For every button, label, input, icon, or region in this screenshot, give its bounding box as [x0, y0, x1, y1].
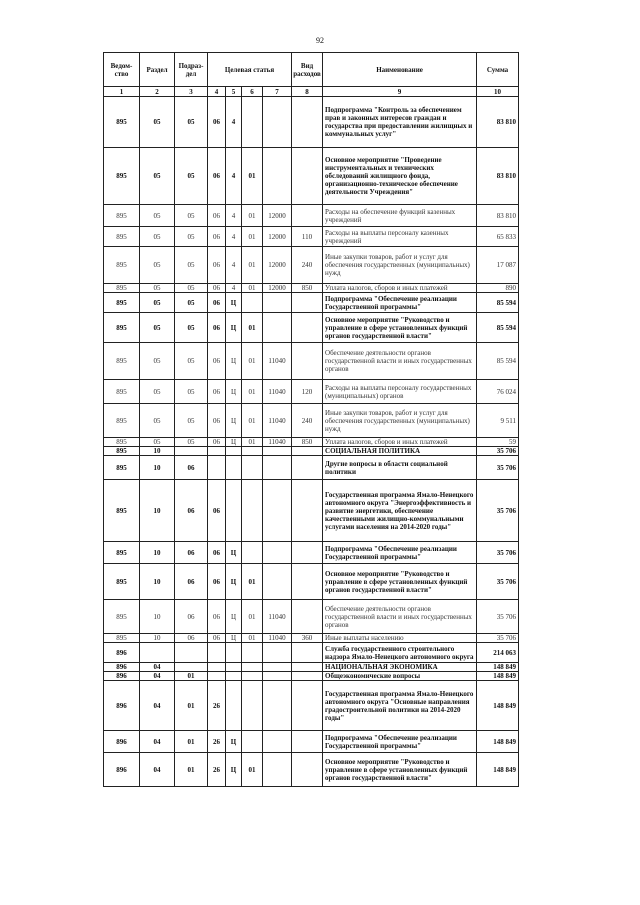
cell-razdel: 10: [140, 600, 175, 634]
cell-target-1: 06: [208, 438, 226, 447]
cell-target-4: 12000: [263, 205, 292, 227]
cell-razdel: [140, 643, 175, 663]
cell-vid: [292, 456, 323, 480]
table-row: [104, 753, 519, 787]
cell-name: Основное мероприятие "Руководство и управление в сфере установленных функций органов государственной власти": [323, 753, 477, 787]
cell-target-2: [226, 480, 242, 542]
cell-ved: 895: [104, 564, 140, 600]
cell-name: НАЦИОНАЛЬНАЯ ЭКОНОМИКА: [323, 663, 477, 672]
cell-vid: [292, 293, 323, 313]
cell-target-2: Ц: [226, 404, 242, 438]
cell-name: Расходы на выплаты персоналу казенных учреждений: [323, 227, 477, 247]
cell-vid: 850: [292, 284, 323, 293]
cell-ved: 895: [104, 227, 140, 247]
table-row: [104, 313, 519, 343]
cell-target-4: 12000: [263, 284, 292, 293]
cell-sum: 76 024: [477, 380, 519, 404]
cell-sum: 148 849: [477, 731, 519, 753]
cell-ved: 895: [104, 293, 140, 313]
cell-podrazdel: 05: [175, 438, 208, 447]
cell-vid: [292, 480, 323, 542]
table-row: [104, 205, 519, 227]
cell-podrazdel: 06: [175, 564, 208, 600]
cell-name: Другие вопросы в области социальной политики: [323, 456, 477, 480]
cell-ved: 896: [104, 643, 140, 663]
column-number: 3: [175, 87, 208, 97]
budget-table-body: [104, 97, 519, 787]
table-row: [104, 380, 519, 404]
cell-razdel: 10: [140, 542, 175, 564]
cell-ved: 895: [104, 542, 140, 564]
cell-target-4: 11040: [263, 404, 292, 438]
cell-target-1: 06: [208, 148, 226, 205]
cell-sum: 9 511: [477, 404, 519, 438]
cell-target-1: 06: [208, 380, 226, 404]
cell-vid: [292, 681, 323, 731]
cell-target-1: [208, 643, 226, 663]
cell-name: Расходы на обеспечение функций казенных учреждений: [323, 205, 477, 227]
cell-podrazdel: 01: [175, 731, 208, 753]
cell-razdel: 10: [140, 456, 175, 480]
cell-podrazdel: 05: [175, 284, 208, 293]
cell-target-3: 01: [242, 564, 263, 600]
cell-target-1: 06: [208, 343, 226, 380]
table-row: [104, 672, 519, 681]
cell-target-2: Ц: [226, 343, 242, 380]
cell-ved: 895: [104, 247, 140, 284]
cell-target-1: 06: [208, 600, 226, 634]
cell-razdel: 05: [140, 148, 175, 205]
cell-target-1: 06: [208, 247, 226, 284]
cell-name: Подпрограмма "Обеспечение реализации Государственной программы": [323, 542, 477, 564]
cell-razdel: 05: [140, 284, 175, 293]
cell-target-3: [242, 672, 263, 681]
cell-target-3: 01: [242, 634, 263, 643]
cell-target-3: 01: [242, 600, 263, 634]
cell-podrazdel: 05: [175, 205, 208, 227]
cell-target-3: 01: [242, 343, 263, 380]
cell-podrazdel: [175, 663, 208, 672]
cell-name: Государственная программа Ямало-Ненецкого автономного округа "Энергоэффективность и развитие энергетики, обеспечение качественными жилищно-коммунальными услугами населения на 2014-2020 годы": [323, 480, 477, 542]
cell-target-1: 26: [208, 753, 226, 787]
column-number: 7: [263, 87, 292, 97]
cell-vid: [292, 731, 323, 753]
cell-target-4: [263, 456, 292, 480]
cell-sum: 890: [477, 284, 519, 293]
table-row: [104, 600, 519, 634]
cell-target-1: 06: [208, 205, 226, 227]
cell-target-4: 11040: [263, 600, 292, 634]
cell-target-1: 06: [208, 284, 226, 293]
cell-name: Государственная программа Ямало-Ненецкого автономного округа "Основные направления градостроительной политики на 2014-2020 годы": [323, 681, 477, 731]
cell-ved: 895: [104, 343, 140, 380]
cell-vid: 850: [292, 438, 323, 447]
cell-target-1: 06: [208, 97, 226, 148]
cell-target-4: [263, 672, 292, 681]
cell-vid: [292, 672, 323, 681]
cell-target-2: Ц: [226, 731, 242, 753]
cell-target-2: 4: [226, 97, 242, 148]
cell-target-2: [226, 663, 242, 672]
cell-target-3: [242, 643, 263, 663]
cell-target-4: [263, 643, 292, 663]
cell-target-3: [242, 542, 263, 564]
cell-razdel: 05: [140, 343, 175, 380]
cell-name: Подпрограмма "Контроль за обеспечением прав и законных интересов граждан и государства при предоставлении жилищных и коммунальных услуг": [323, 97, 477, 148]
cell-ved: 895: [104, 480, 140, 542]
cell-sum: 85 594: [477, 313, 519, 343]
cell-target-2: 4: [226, 148, 242, 205]
cell-target-4: [263, 480, 292, 542]
column-number: 8: [292, 87, 323, 97]
cell-target-2: Ц: [226, 380, 242, 404]
cell-target-3: 01: [242, 313, 263, 343]
cell-target-4: [263, 663, 292, 672]
cell-ved: 896: [104, 663, 140, 672]
table-row: [104, 643, 519, 663]
cell-vid: [292, 148, 323, 205]
cell-podrazdel: 05: [175, 227, 208, 247]
cell-target-3: [242, 456, 263, 480]
cell-target-3: 01: [242, 404, 263, 438]
cell-ved: 895: [104, 600, 140, 634]
cell-ved: 895: [104, 97, 140, 148]
cell-target-1: 26: [208, 681, 226, 731]
header-ved: Ведом-ство: [104, 53, 140, 87]
cell-vid: [292, 663, 323, 672]
table-row: [104, 564, 519, 600]
table-row: [104, 247, 519, 284]
cell-razdel: 10: [140, 447, 175, 456]
header-row: [104, 53, 519, 87]
cell-target-1: 06: [208, 227, 226, 247]
cell-sum: 83 810: [477, 148, 519, 205]
cell-target-3: [242, 663, 263, 672]
cell-name: Основное мероприятие "Проведение инструментальных и технических обследований жилищного фонда, организационно-техническое обеспечение деятельности Учреждения": [323, 148, 477, 205]
cell-podrazdel: [175, 447, 208, 456]
cell-target-3: [242, 480, 263, 542]
cell-vid: 120: [292, 380, 323, 404]
cell-vid: [292, 313, 323, 343]
cell-podrazdel: 05: [175, 343, 208, 380]
cell-sum: 85 594: [477, 343, 519, 380]
cell-sum: 148 849: [477, 681, 519, 731]
column-number: 9: [323, 87, 477, 97]
cell-podrazdel: 01: [175, 681, 208, 731]
cell-podrazdel: 06: [175, 634, 208, 643]
cell-target-1: 06: [208, 404, 226, 438]
table-row: [104, 148, 519, 205]
cell-target-4: 11040: [263, 438, 292, 447]
cell-podrazdel: 01: [175, 672, 208, 681]
cell-vid: [292, 564, 323, 600]
cell-sum: 83 810: [477, 97, 519, 148]
cell-name: Уплата налогов, сборов и иных платежей: [323, 284, 477, 293]
cell-target-3: 01: [242, 205, 263, 227]
cell-target-4: 12000: [263, 227, 292, 247]
cell-podrazdel: 05: [175, 97, 208, 148]
cell-name: Подпрограмма "Обеспечение реализации Государственной программы": [323, 731, 477, 753]
cell-ved: 895: [104, 148, 140, 205]
cell-sum: 148 849: [477, 672, 519, 681]
table-row: [104, 542, 519, 564]
cell-sum: 148 849: [477, 753, 519, 787]
cell-vid: [292, 600, 323, 634]
cell-target-2: [226, 456, 242, 480]
cell-target-2: Ц: [226, 564, 242, 600]
cell-target-4: [263, 313, 292, 343]
cell-ved: 895: [104, 284, 140, 293]
cell-target-4: 11040: [263, 634, 292, 643]
cell-ved: 895: [104, 380, 140, 404]
cell-target-2: [226, 447, 242, 456]
cell-razdel: 10: [140, 480, 175, 542]
table-row: [104, 284, 519, 293]
cell-razdel: 05: [140, 247, 175, 284]
cell-target-2: Ц: [226, 634, 242, 643]
cell-target-4: [263, 681, 292, 731]
budget-table: [103, 52, 519, 787]
cell-target-3: [242, 731, 263, 753]
cell-vid: [292, 542, 323, 564]
cell-ved: 896: [104, 681, 140, 731]
cell-podrazdel: 05: [175, 380, 208, 404]
cell-target-3: [242, 97, 263, 148]
page-number: 92: [316, 36, 324, 45]
table-row: [104, 438, 519, 447]
header-podrazdel: Подраз-дел: [175, 53, 208, 87]
cell-podrazdel: 05: [175, 404, 208, 438]
cell-target-1: 06: [208, 564, 226, 600]
cell-vid: [292, 97, 323, 148]
cell-podrazdel: 05: [175, 247, 208, 284]
cell-target-4: [263, 542, 292, 564]
cell-target-3: [242, 293, 263, 313]
cell-target-1: 06: [208, 313, 226, 343]
cell-target-2: 4: [226, 205, 242, 227]
cell-ved: 895: [104, 438, 140, 447]
cell-name: Иные закупки товаров, работ и услуг для обеспечения государственных (муниципальных) нужд: [323, 404, 477, 438]
cell-razdel: 05: [140, 293, 175, 313]
cell-target-2: Ц: [226, 600, 242, 634]
cell-target-4: 11040: [263, 380, 292, 404]
cell-name: Обеспечение деятельности органов государственной власти и иных государственных органов: [323, 600, 477, 634]
table-row: [104, 681, 519, 731]
cell-target-4: 11040: [263, 343, 292, 380]
cell-target-1: [208, 447, 226, 456]
cell-target-4: [263, 148, 292, 205]
cell-podrazdel: 05: [175, 293, 208, 313]
cell-name: Основное мероприятие "Руководство и управление в сфере установленных функций органов государственной власти": [323, 564, 477, 600]
cell-podrazdel: 05: [175, 313, 208, 343]
table-row: [104, 97, 519, 148]
cell-vid: [292, 447, 323, 456]
cell-sum: 65 833: [477, 227, 519, 247]
cell-vid: 240: [292, 404, 323, 438]
cell-target-1: [208, 672, 226, 681]
cell-razdel: 04: [140, 672, 175, 681]
cell-name: Служба государственного строительного надзора Ямало-Ненецкого автономного округа: [323, 643, 477, 663]
cell-sum: 35 706: [477, 634, 519, 643]
cell-vid: 240: [292, 247, 323, 284]
cell-target-4: 12000: [263, 247, 292, 284]
header-razdel: Раздел: [140, 53, 175, 87]
cell-vid: 110: [292, 227, 323, 247]
cell-sum: 214 063: [477, 643, 519, 663]
table-row: [104, 404, 519, 438]
cell-target-2: [226, 643, 242, 663]
cell-ved: 895: [104, 634, 140, 643]
cell-name: Общеэкономические вопросы: [323, 672, 477, 681]
cell-target-2: Ц: [226, 313, 242, 343]
cell-vid: [292, 205, 323, 227]
cell-target-1: 06: [208, 293, 226, 313]
column-number: 1: [104, 87, 140, 97]
table-row: [104, 634, 519, 643]
cell-target-3: 01: [242, 247, 263, 284]
column-number: 2: [140, 87, 175, 97]
cell-target-1: 06: [208, 480, 226, 542]
table-row: [104, 293, 519, 313]
table-row: [104, 456, 519, 480]
cell-razdel: 04: [140, 663, 175, 672]
cell-name: СОЦИАЛЬНАЯ ПОЛИТИКА: [323, 447, 477, 456]
column-number: 10: [477, 87, 519, 97]
cell-razdel: 05: [140, 380, 175, 404]
cell-target-2: 4: [226, 247, 242, 284]
cell-razdel: 05: [140, 313, 175, 343]
cell-sum: 35 706: [477, 480, 519, 542]
cell-name: Расходы на выплаты персоналу государственных (муниципальных) органов: [323, 380, 477, 404]
cell-sum: 83 810: [477, 205, 519, 227]
cell-target-2: Ц: [226, 293, 242, 313]
cell-razdel: 10: [140, 634, 175, 643]
column-number: 5: [226, 87, 242, 97]
cell-target-2: Ц: [226, 542, 242, 564]
cell-vid: [292, 643, 323, 663]
column-number: 4: [208, 87, 226, 97]
cell-target-4: [263, 731, 292, 753]
cell-vid: [292, 343, 323, 380]
cell-target-1: 06: [208, 542, 226, 564]
table-row: [104, 663, 519, 672]
cell-sum: 35 706: [477, 456, 519, 480]
header-target: Целевая статья: [208, 53, 292, 87]
header-vid: Вид расходов: [292, 53, 323, 87]
cell-name: Уплата налогов, сборов и иных платежей: [323, 438, 477, 447]
cell-vid: 360: [292, 634, 323, 643]
cell-razdel: 04: [140, 753, 175, 787]
cell-podrazdel: 06: [175, 542, 208, 564]
cell-target-3: [242, 681, 263, 731]
cell-sum: 59: [477, 438, 519, 447]
table-row: [104, 480, 519, 542]
cell-target-3: 01: [242, 284, 263, 293]
cell-razdel: 05: [140, 205, 175, 227]
column-number: 6: [242, 87, 263, 97]
cell-target-1: [208, 663, 226, 672]
cell-target-2: Ц: [226, 438, 242, 447]
cell-podrazdel: 06: [175, 600, 208, 634]
cell-razdel: 05: [140, 227, 175, 247]
table-row: [104, 447, 519, 456]
cell-name: Обеспечение деятельности органов государственной власти и иных государственных органов: [323, 343, 477, 380]
cell-target-1: [208, 456, 226, 480]
header-sum: Сумма: [477, 53, 519, 87]
cell-target-2: 4: [226, 227, 242, 247]
cell-sum: 35 706: [477, 564, 519, 600]
cell-ved: 895: [104, 404, 140, 438]
cell-target-4: [263, 447, 292, 456]
cell-target-4: [263, 97, 292, 148]
column-number-row: [104, 87, 519, 97]
cell-target-2: [226, 681, 242, 731]
table-row: [104, 731, 519, 753]
cell-name: Иные закупки товаров, работ и услуг для обеспечения государственных (муниципальных) нужд: [323, 247, 477, 284]
table-row: [104, 343, 519, 380]
cell-target-3: 01: [242, 148, 263, 205]
cell-podrazdel: [175, 643, 208, 663]
cell-ved: 896: [104, 731, 140, 753]
cell-target-3: [242, 447, 263, 456]
cell-target-4: [263, 293, 292, 313]
cell-ved: 895: [104, 447, 140, 456]
cell-razdel: 05: [140, 404, 175, 438]
cell-sum: 17 087: [477, 247, 519, 284]
cell-name: Иные выплаты населению: [323, 634, 477, 643]
cell-podrazdel: 06: [175, 480, 208, 542]
cell-ved: 895: [104, 456, 140, 480]
cell-vid: [292, 753, 323, 787]
cell-razdel: 04: [140, 681, 175, 731]
cell-ved: 895: [104, 313, 140, 343]
cell-target-2: Ц: [226, 753, 242, 787]
cell-target-3: 01: [242, 438, 263, 447]
cell-razdel: 05: [140, 97, 175, 148]
cell-target-1: 06: [208, 634, 226, 643]
cell-target-3: 01: [242, 753, 263, 787]
cell-razdel: 04: [140, 731, 175, 753]
cell-sum: 35 706: [477, 600, 519, 634]
table-row: [104, 227, 519, 247]
cell-sum: 148 849: [477, 663, 519, 672]
cell-target-1: 26: [208, 731, 226, 753]
cell-target-2: [226, 672, 242, 681]
header-name: Наименование: [323, 53, 477, 87]
cell-name: Подпрограмма "Обеспечение реализации Государственной программы": [323, 293, 477, 313]
cell-sum: 35 706: [477, 447, 519, 456]
cell-razdel: 10: [140, 564, 175, 600]
cell-target-3: 01: [242, 227, 263, 247]
cell-podrazdel: 06: [175, 456, 208, 480]
cell-ved: 896: [104, 753, 140, 787]
cell-podrazdel: 01: [175, 753, 208, 787]
cell-target-4: [263, 753, 292, 787]
cell-target-2: 4: [226, 284, 242, 293]
cell-ved: 896: [104, 672, 140, 681]
cell-sum: 85 594: [477, 293, 519, 313]
cell-sum: 35 706: [477, 542, 519, 564]
cell-name: Основное мероприятие "Руководство и управление в сфере установленных функций органов государственной власти": [323, 313, 477, 343]
cell-ved: 895: [104, 205, 140, 227]
cell-podrazdel: 05: [175, 148, 208, 205]
cell-razdel: 05: [140, 438, 175, 447]
cell-target-3: 01: [242, 380, 263, 404]
cell-target-4: [263, 564, 292, 600]
